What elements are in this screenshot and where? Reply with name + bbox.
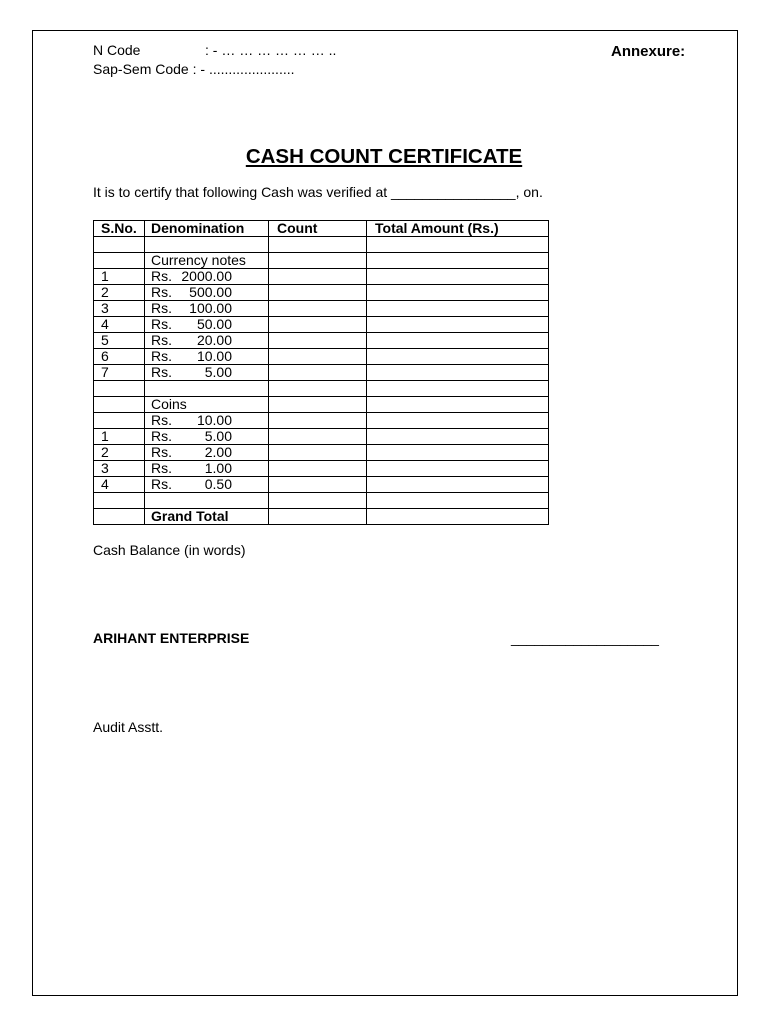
table-row: [94, 365, 549, 381]
header-total-amount: Total Amount (Rs.): [367, 221, 549, 237]
denomination-amount: 2.00: [204, 444, 232, 460]
denomination-cell: [145, 445, 269, 461]
sno-cell: 2: [94, 285, 145, 301]
denomination-cell: [145, 365, 269, 381]
denomination-cell: [145, 349, 269, 365]
signature-line: ___________________: [511, 630, 659, 646]
denomination-amount: 1.00: [204, 460, 232, 476]
denomination-cell: [145, 493, 269, 509]
total-amount-cell: [367, 317, 549, 333]
denomination-cell: [145, 429, 269, 445]
count-cell: [269, 493, 367, 509]
currency-prefix: Rs.: [151, 284, 172, 300]
audit-assistant-label: Audit Asstt.: [93, 719, 164, 735]
denomination-amount: 100.00: [189, 300, 232, 316]
count-cell: [269, 365, 367, 381]
sno-cell: 3: [94, 461, 145, 477]
table-header: [94, 221, 549, 237]
table-row: [94, 493, 549, 509]
total-amount-cell: [367, 301, 549, 317]
currency-prefix: Rs.: [151, 348, 172, 364]
certificate-title: CASH COUNT CERTIFICATE: [245, 145, 523, 168]
denomination-cell: [145, 381, 269, 397]
total-amount-cell: [367, 477, 549, 493]
denomination-amount: 2000.00: [181, 268, 232, 284]
sno-cell: 1: [94, 429, 145, 445]
count-cell: [269, 333, 367, 349]
denomination-amount: 10.00: [196, 412, 232, 428]
table-row: [94, 461, 549, 477]
denomination-amount: 0.50: [204, 476, 232, 492]
currency-prefix: Rs.: [151, 364, 172, 380]
section-label: Currency notes: [151, 252, 246, 268]
denomination-amount: 20.00: [196, 332, 232, 348]
table-row: [94, 381, 549, 397]
table-row: [94, 349, 549, 365]
table-row: [94, 397, 549, 413]
count-cell: [269, 285, 367, 301]
sno-cell: 4: [94, 317, 145, 333]
grand-total-count-cell: [269, 509, 367, 525]
sno-cell: [94, 509, 145, 525]
certify-statement: It is to certify that following Cash was verified at ________________, on.: [93, 184, 543, 200]
denomination-cell: [145, 477, 269, 493]
currency-prefix: Rs.: [151, 460, 172, 476]
denomination-amount: 500.00: [189, 284, 232, 300]
cash-balance-label: Cash Balance (in words): [93, 542, 246, 558]
currency-prefix: Rs.: [151, 268, 172, 284]
total-amount-cell: [367, 285, 549, 301]
currency-prefix: Rs.: [151, 428, 172, 444]
sno-cell: [94, 253, 145, 269]
denomination-cell: [145, 317, 269, 333]
currency-prefix: Rs.: [151, 444, 172, 460]
count-cell: [269, 269, 367, 285]
sno-cell: 6: [94, 349, 145, 365]
table-row: [94, 253, 549, 269]
denomination-cell: [145, 333, 269, 349]
count-cell: [269, 349, 367, 365]
denomination-cell: [145, 269, 269, 285]
table-row: [94, 445, 549, 461]
annexure-label: Annexure:: [611, 43, 686, 60]
table-header-row: [94, 221, 549, 237]
denomination-amount: 10.00: [196, 348, 232, 364]
denomination-cell: [145, 301, 269, 317]
total-amount-cell: [367, 365, 549, 381]
grand-total-row: [94, 509, 549, 525]
denomination-cell: [145, 253, 269, 269]
table-row: [94, 333, 549, 349]
header-denomination: Denomination: [145, 221, 269, 237]
sno-cell: 4: [94, 477, 145, 493]
total-amount-cell: [367, 397, 549, 413]
total-amount-cell: [367, 429, 549, 445]
denomination-cell: [145, 237, 269, 253]
header-sno: S.No.: [94, 221, 145, 237]
total-amount-cell: [367, 461, 549, 477]
sno-cell: [94, 413, 145, 429]
currency-prefix: Rs.: [151, 476, 172, 492]
total-amount-cell: [367, 349, 549, 365]
total-amount-cell: [367, 253, 549, 269]
table-row: [94, 413, 549, 429]
count-cell: [269, 381, 367, 397]
count-cell: [269, 477, 367, 493]
total-amount-cell: [367, 237, 549, 253]
table-row: [94, 269, 549, 285]
sap-sem-code: Sap-Sem Code : - ......................: [93, 61, 295, 77]
n-code-value: : - … … … … … … ..: [205, 42, 337, 58]
sno-cell: 3: [94, 301, 145, 317]
sno-cell: [94, 493, 145, 509]
count-cell: [269, 301, 367, 317]
count-cell: [269, 413, 367, 429]
sno-cell: 7: [94, 365, 145, 381]
table-row: [94, 301, 549, 317]
total-amount-cell: [367, 269, 549, 285]
count-cell: [269, 237, 367, 253]
denomination-cell: [145, 285, 269, 301]
table-row: [94, 477, 549, 493]
company-name: ARIHANT ENTERPRISE: [93, 630, 250, 646]
n-code-label: N Code: [93, 42, 141, 58]
table-body: [94, 237, 549, 525]
table-row: [94, 317, 549, 333]
grand-total-amount-cell: [367, 509, 549, 525]
denomination-cell: [145, 397, 269, 413]
total-amount-cell: [367, 493, 549, 509]
total-amount-cell: [367, 445, 549, 461]
count-cell: [269, 397, 367, 413]
table-row: [94, 429, 549, 445]
section-label: Coins: [151, 396, 187, 412]
denomination-amount: 5.00: [204, 364, 232, 380]
sno-cell: [94, 397, 145, 413]
grand-total-label: Grand Total: [145, 509, 269, 525]
currency-prefix: Rs.: [151, 316, 172, 332]
currency-prefix: Rs.: [151, 332, 172, 348]
total-amount-cell: [367, 333, 549, 349]
denomination-cell: [145, 461, 269, 477]
total-amount-cell: [367, 381, 549, 397]
table-row: [94, 237, 549, 253]
count-cell: [269, 253, 367, 269]
total-amount-cell: [367, 413, 549, 429]
currency-prefix: Rs.: [151, 412, 172, 428]
sno-cell: 2: [94, 445, 145, 461]
denomination-amount: 50.00: [196, 316, 232, 332]
cash-count-table: [93, 220, 549, 525]
sno-cell: [94, 381, 145, 397]
denomination-amount: 5.00: [204, 428, 232, 444]
count-cell: [269, 429, 367, 445]
header-count: Count: [269, 221, 367, 237]
count-cell: [269, 445, 367, 461]
table-row: [94, 285, 549, 301]
sno-cell: 5: [94, 333, 145, 349]
count-cell: [269, 461, 367, 477]
currency-prefix: Rs.: [151, 300, 172, 316]
count-cell: [269, 317, 367, 333]
sno-cell: [94, 237, 145, 253]
denomination-cell: [145, 413, 269, 429]
sno-cell: 1: [94, 269, 145, 285]
